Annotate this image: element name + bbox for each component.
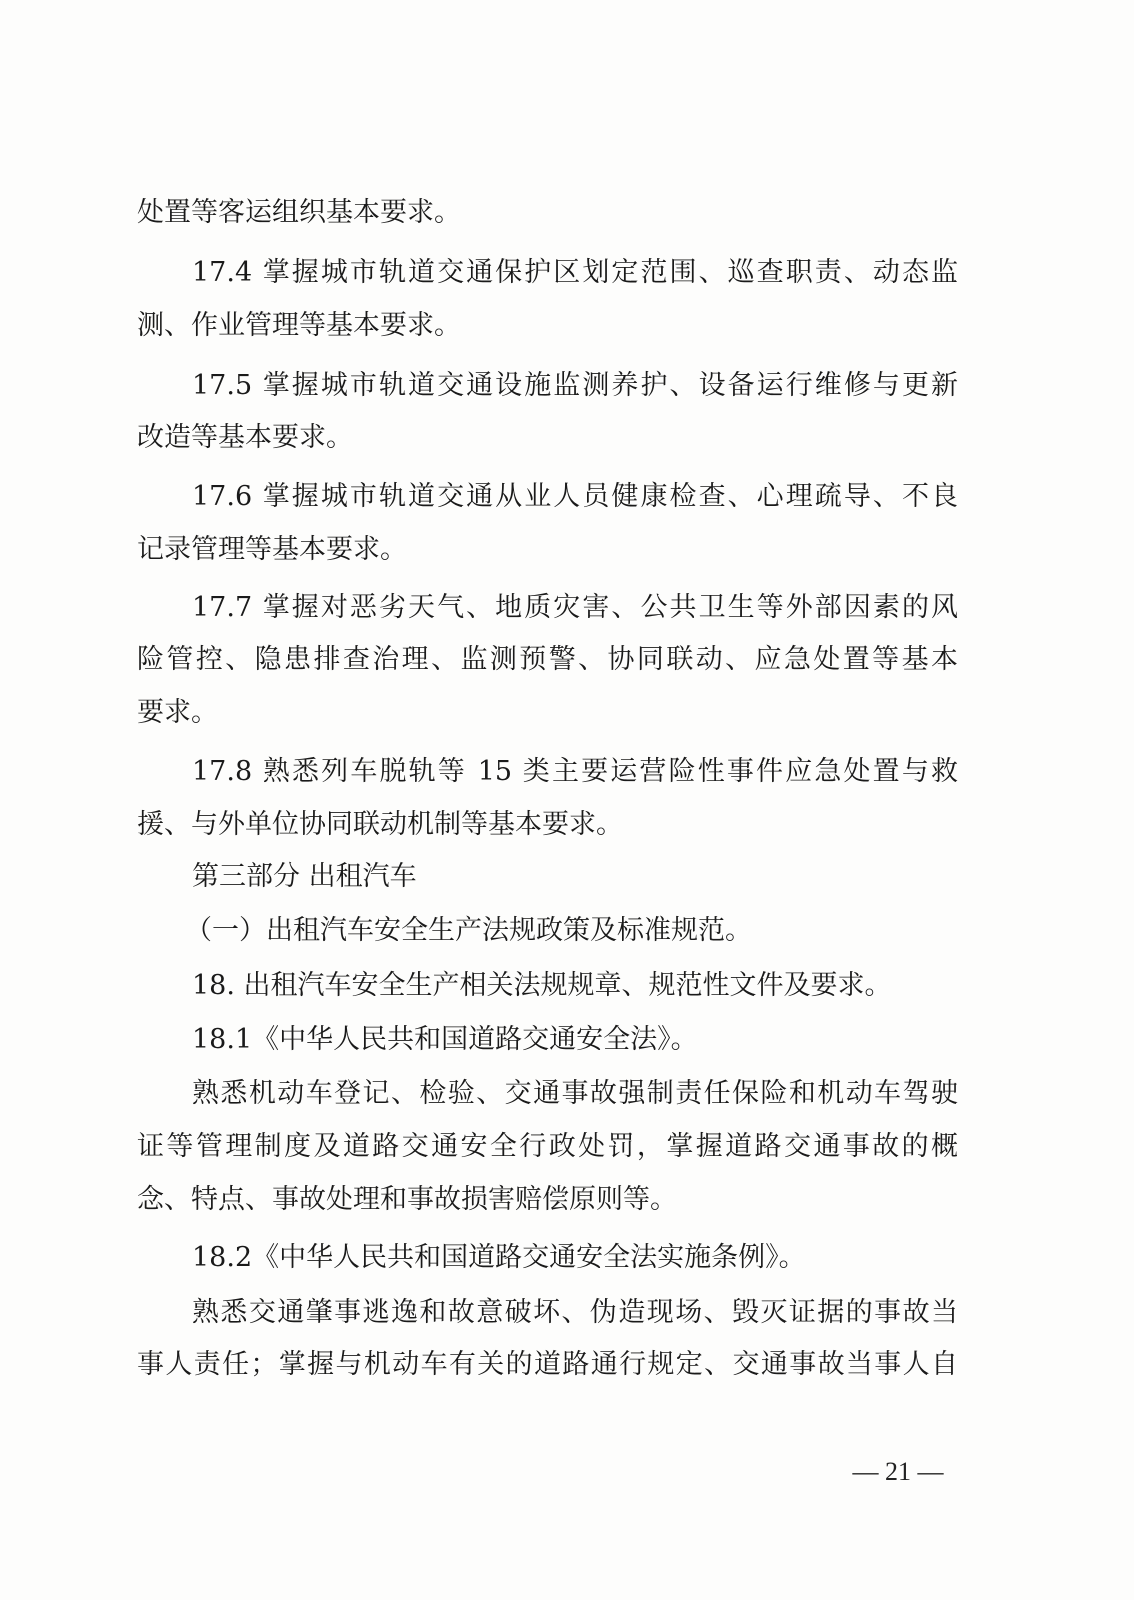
text-line (0, 857, 1134, 897)
line-text: 17.7 掌握对恶劣天气、地质灾害、公共卫生等外部因素的风 (192, 592, 958, 623)
section-heading: （一）出租汽车安全生产法规政策及标准规范。 (185, 915, 752, 946)
line-text: 证等管理制度及道路交通安全行政处罚，掌握道路交通事故的概 (137, 1131, 958, 1162)
text-line (0, 477, 1134, 517)
text-line (0, 1180, 1134, 1220)
line-text: 17.5 掌握城市轨道交通设施监测养护、设备运行维修与更新 (192, 370, 958, 401)
text-line (0, 366, 1134, 406)
line-text: 熟悉机动车登记、检验、交通事故强制责任保险和机动车驾驶 (192, 1078, 958, 1109)
line-text: 事人责任；掌握与机动车有关的道路通行规定、交通事故当事人自 (137, 1349, 958, 1380)
text-line (0, 805, 1134, 845)
line-text: 18.1《中华人民共和国道路交通安全法》。 (192, 1024, 698, 1055)
line-text: 18. 出租汽车安全生产相关法规规章、规范性文件及要求。 (192, 970, 892, 1001)
line-text: 18.2《中华人民共和国道路交通安全法实施条例》。 (192, 1242, 806, 1273)
text-line (0, 530, 1134, 570)
text-line (0, 1020, 1134, 1060)
line-text: 援、与外单位协同联动机制等基本要求。 (137, 809, 623, 840)
text-line (0, 418, 1134, 458)
page-number: — 21 — (852, 1457, 944, 1486)
text-line (0, 752, 1134, 792)
line-text: 要求。 (137, 697, 218, 728)
text-line (0, 1127, 1134, 1167)
line-text: 17.4 掌握城市轨道交通保护区划定范围、巡查职责、动态监 (192, 257, 958, 288)
text-line (0, 193, 1134, 233)
line-text: 处置等客运组织基本要求。 (137, 197, 461, 228)
line-text: 测、作业管理等基本要求。 (137, 310, 461, 341)
part-heading: 第三部分 出租汽车 (192, 861, 417, 892)
text-line (0, 911, 1134, 951)
line-text: 改造等基本要求。 (137, 422, 353, 453)
line-text: 熟悉交通肇事逃逸和故意破坏、伪造现场、毁灭证据的事故当 (192, 1297, 958, 1328)
line-text: 念、特点、事故处理和事故损害赔偿原则等。 (137, 1184, 677, 1215)
text-line (0, 588, 1134, 628)
text-line (0, 1293, 1134, 1333)
text-line (0, 253, 1134, 293)
text-line (0, 1345, 1134, 1385)
line-text: 17.6 掌握城市轨道交通从业人员健康检查、心理疏导、不良 (192, 481, 958, 512)
line-text: 记录管理等基本要求。 (137, 534, 407, 565)
text-line (0, 306, 1134, 346)
text-line (0, 966, 1134, 1006)
text-line (0, 1238, 1134, 1278)
text-line (0, 693, 1134, 733)
text-line (0, 640, 1134, 680)
line-text: 17.8 熟悉列车脱轨等 15 类主要运营险性事件应急处置与救 (192, 756, 958, 787)
text-line (0, 1074, 1134, 1114)
line-text: 险管控、隐患排查治理、监测预警、协同联动、应急处置等基本 (137, 644, 958, 675)
